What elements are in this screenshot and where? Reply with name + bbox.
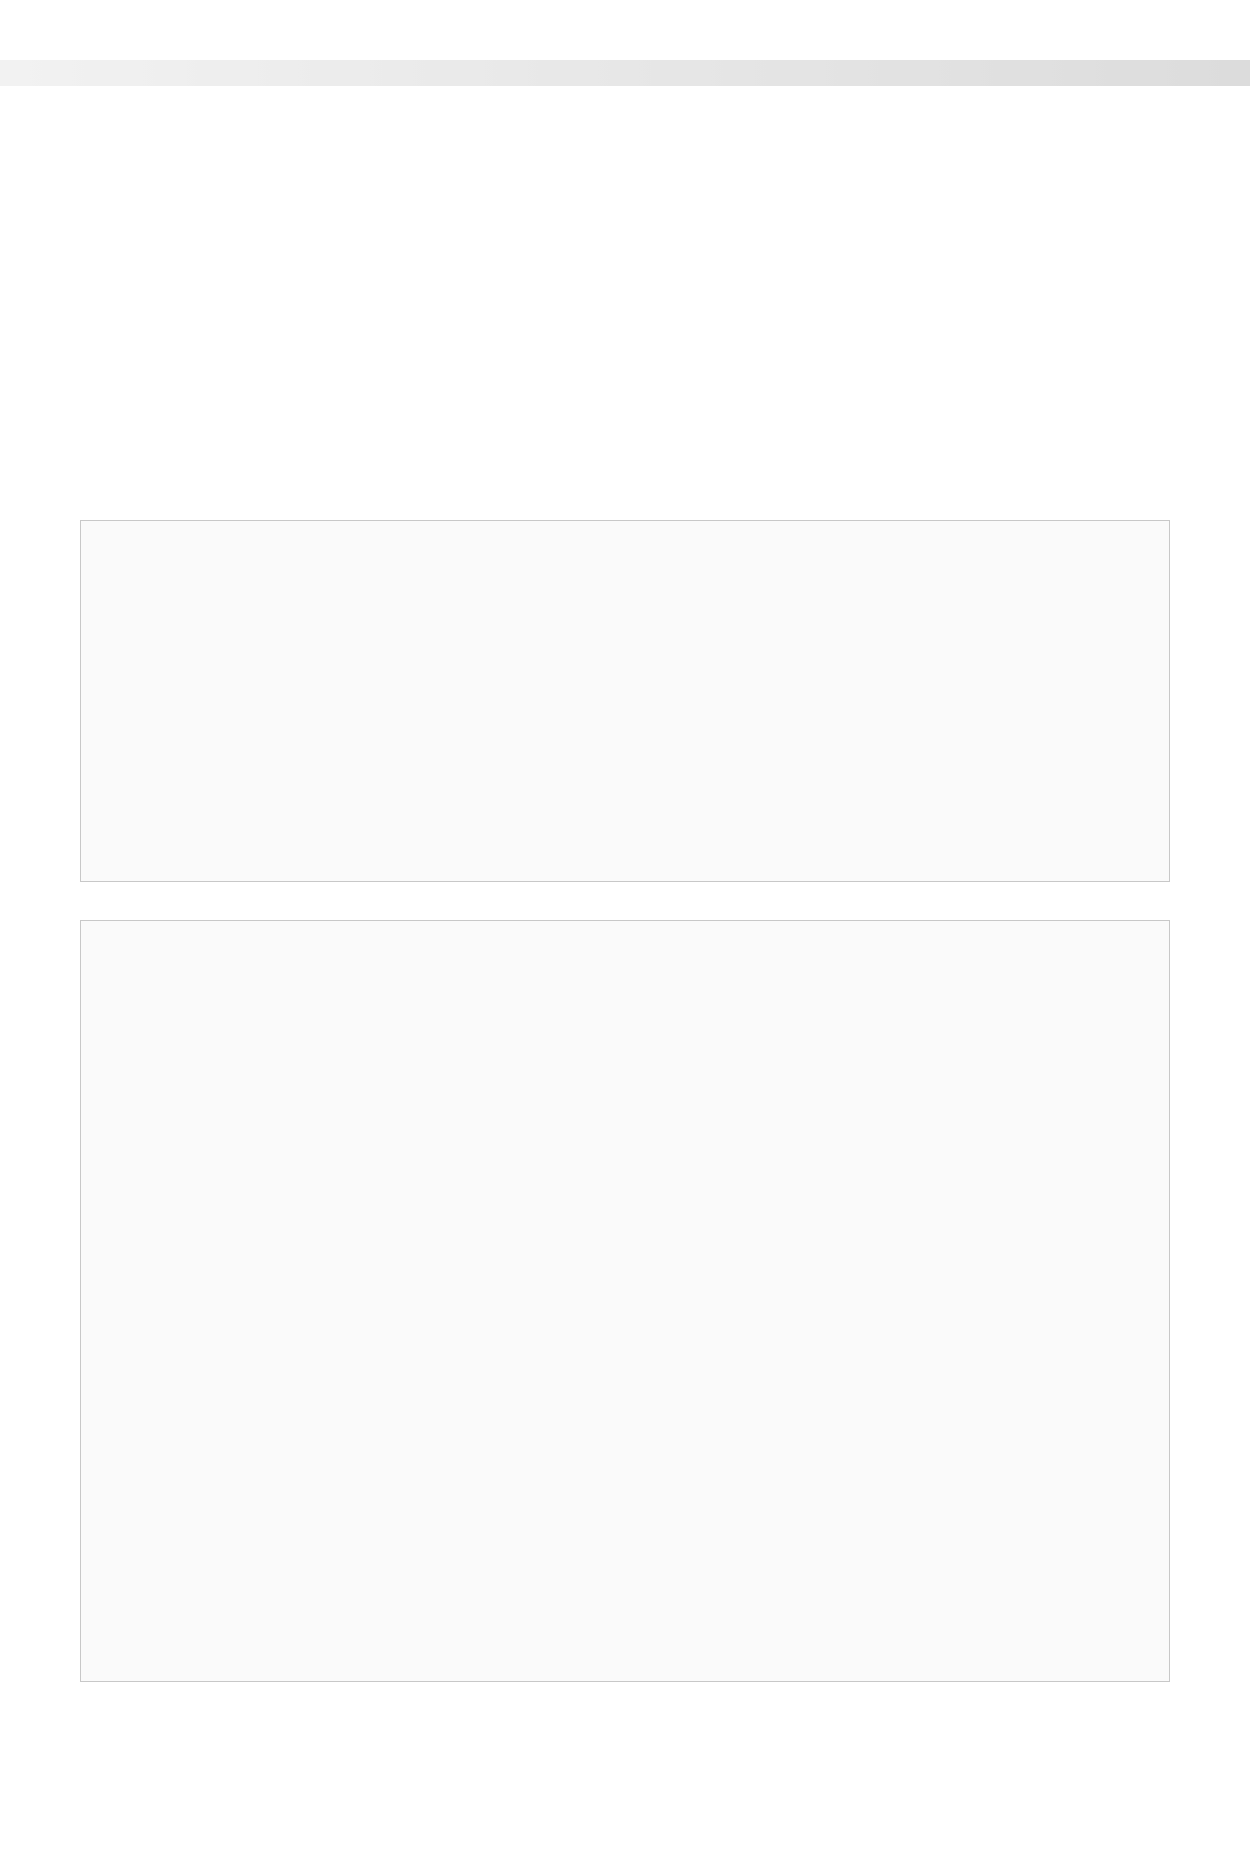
figure-area bbox=[80, 520, 1170, 882]
content-area bbox=[80, 130, 1170, 148]
page-header bbox=[0, 0, 1250, 100]
text-area bbox=[80, 920, 1170, 1682]
header-strip bbox=[0, 60, 1250, 86]
